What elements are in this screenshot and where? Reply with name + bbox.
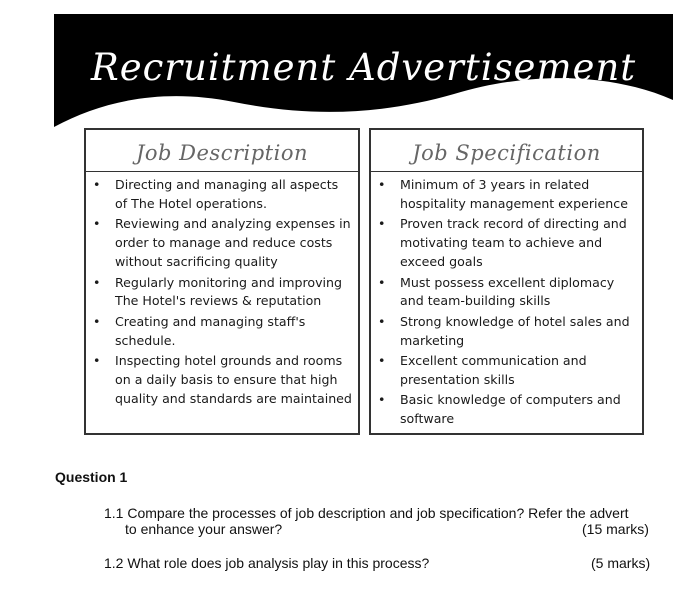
bullet-icon: • [93, 216, 101, 232]
job-specification-list [371, 172, 642, 429]
question-1-1 [104, 505, 629, 537]
question-1-1-line1: 1.1 Compare the processes of job description and job specification? Refer the advert [104, 505, 629, 521]
list-item: • Excellent communication and presentation skills [378, 353, 587, 388]
question-1-2-marks: (5 marks) [591, 555, 651, 571]
list-item: • Basic knowledge of computers and software [378, 392, 621, 427]
bullet-icon: • [378, 216, 386, 232]
list-item: • Strong knowledge of hotel sales and marketing [378, 313, 630, 348]
bullet-icon: • [378, 392, 386, 408]
bullet-icon: • [93, 177, 101, 192]
list-item: • Proven track record of directing and motivating team to achieve and exceed goals [378, 216, 627, 270]
question-1-1-line2: to enhance your answer? [125, 521, 283, 537]
job-description-heading: Job Description [86, 130, 358, 172]
list-item: • Creating and managing staff's schedule. [93, 313, 306, 348]
question-heading: Question 1 [55, 469, 128, 485]
list-item: • Inspecting hotel grounds and rooms on a daily basis to ensure that high quality and standards are maintained [93, 353, 352, 406]
bullet-icon: • [378, 353, 386, 369]
job-specification-box [369, 128, 644, 435]
bullet-icon: • [378, 313, 386, 329]
job-description-list [86, 172, 358, 409]
list-item: • Must possess excellent diplomacy and team-building skills [378, 274, 615, 309]
list-item: • Regularly monitoring and improving The Hotel's reviews & reputation [93, 274, 343, 309]
list-item: • Minimum of 3 years in related hospitality management experience [378, 177, 628, 211]
list-item: • Reviewing and analyzing expenses in order to manage and reduce costs without sacrificing quality [93, 216, 351, 270]
question-1-2: 1.2 What role does job analysis play in this process? [104, 555, 430, 571]
list-item: • Directing and managing all aspects of The Hotel operations. [93, 177, 339, 211]
bullet-icon: • [378, 274, 386, 290]
banner [54, 14, 673, 127]
bullet-icon: • [93, 274, 101, 290]
job-specification-heading: Job Specification [371, 130, 642, 172]
job-description-box [84, 128, 360, 435]
bullet-icon: • [93, 313, 101, 329]
bullet-icon: • [93, 353, 101, 369]
banner-title: Recruitment Advertisement [90, 46, 637, 89]
bullet-icon: • [378, 177, 386, 192]
question-1-1-marks: (15 marks) [582, 521, 649, 537]
